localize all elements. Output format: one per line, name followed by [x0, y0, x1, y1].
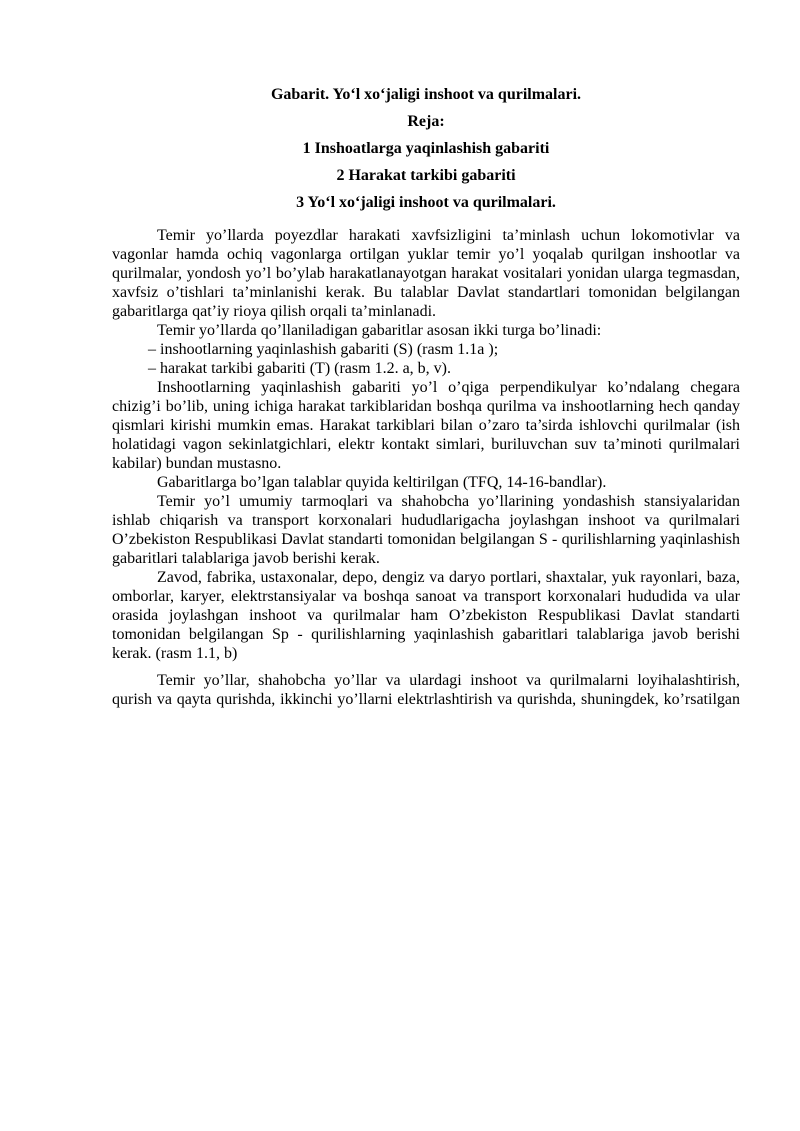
outline-item-1: 1 Inshoatlarga yaqinlashish gabariti	[302, 140, 550, 157]
document-body	[112, 226, 740, 709]
paragraph-approach-gauge: Inshootlarning yaqinlashish gabariti yo’l o’qiga perpendikulyar ko’ndalang chegara chizig’i bo’lib, uning ichiga harakat tarkiblaridan boshqa qurilma va inshootlarning hech qanday qismlari kirishi mumkin emas. Harakat tarkiblari bilan o’zaro ta’sirda ishlovchi qurilmalar (ish holatidagi vagon sekinlatgichlari, elektr kontakt simlari, buriluvchan suv ta’minoti qurilmalari kabilar) bundan mustasno.	[112, 379, 740, 472]
outline-item-2: 2 Harakat tarkibi gabariti	[336, 167, 516, 184]
list-item-gabarit-t: – harakat tarkibi gabariti (T) (rasm 1.2. a, b, v).	[148, 360, 451, 377]
paragraph-standard-sp: Zavod, fabrika, ustaxonalar, depo, dengiz va daryo portlari, shaxtalar, yuk rayonlari, baza, omborlar, karyer, elektrstansiyalar va boshqa sanoat va transport korxonalari hududida va ular orasida joylashgan inshoot va qurilmalar ham O’zbekiston Respublikasi Davlat standarti tomonidan belgilangan Sp - qurilishlarning yaqinlashish gabaritlari talablariga javob berishi kerak. (rasm 1.1, b)	[112, 569, 740, 662]
paragraph-standard-s: Temir yo’l umumiy tarmoqlari va shahobcha yo’llarining yondashish stansiyalaridan ishlab chiqarish va transport korxonalari hududlarigacha joylashgan inshoot va qurilmalari O’zbekiston Respublikasi Davlat standarti tomonidan belgilangan S - qurilishlarning yaqinlashish gabaritlari talablariga javob berishi kerak.	[112, 493, 740, 567]
paragraph-design-construction: Temir yo’llar, shahobcha yo’llar va ulardagi inshoot va qurilmalarni loyihalashtirish, qurish va qayta qurishda, ikkinchi yo’llarni elektrlashtirish va qurishda, shuningdek, ko’rsatilgan	[112, 672, 740, 708]
outline-item-3: 3 Yoʻl xoʻjaligi inshoot va qurilmalari.	[296, 194, 556, 211]
plan-heading: Reja:	[407, 113, 445, 130]
list-item-gabarit-s: – inshootlarning yaqinlashish gabariti (S) (rasm 1.1a );	[148, 341, 499, 358]
paragraph-gabarit-types: Temir yo’llarda qo’llaniladigan gabaritlar asosan ikki turga bo’linadi:	[157, 322, 602, 339]
paragraph-requirements-ref: Gabaritlarga bo’lgan talablar quyida keltirilgan (TFQ, 14-16-bandlar).	[157, 474, 607, 491]
document-title: Gabarit. Yoʻl xoʻjaligi inshoot va qurilmalari.	[270, 86, 582, 103]
document-header	[112, 85, 740, 212]
paragraph-intro: Temir yo’llarda poyezdlar harakati xavfsizligini ta’minlash uchun lokomotivlar va vagonlar hamda ochiq vagonlarga ortilgan yuklar temir yo’l yoqalab qurilgan inshootlar va qurilmalar, yondosh yo’l bo’ylab harakatlanayotgan harakat vositalari yonidan ularga tegmasdan, xavfsiz o’tishlari ta’minlanishi kerak. Bu talablar Davlat standartlari tomonidan belgilangan gabaritlarga qat’iy rioya qilish orqali ta’minlanadi.	[112, 227, 740, 320]
